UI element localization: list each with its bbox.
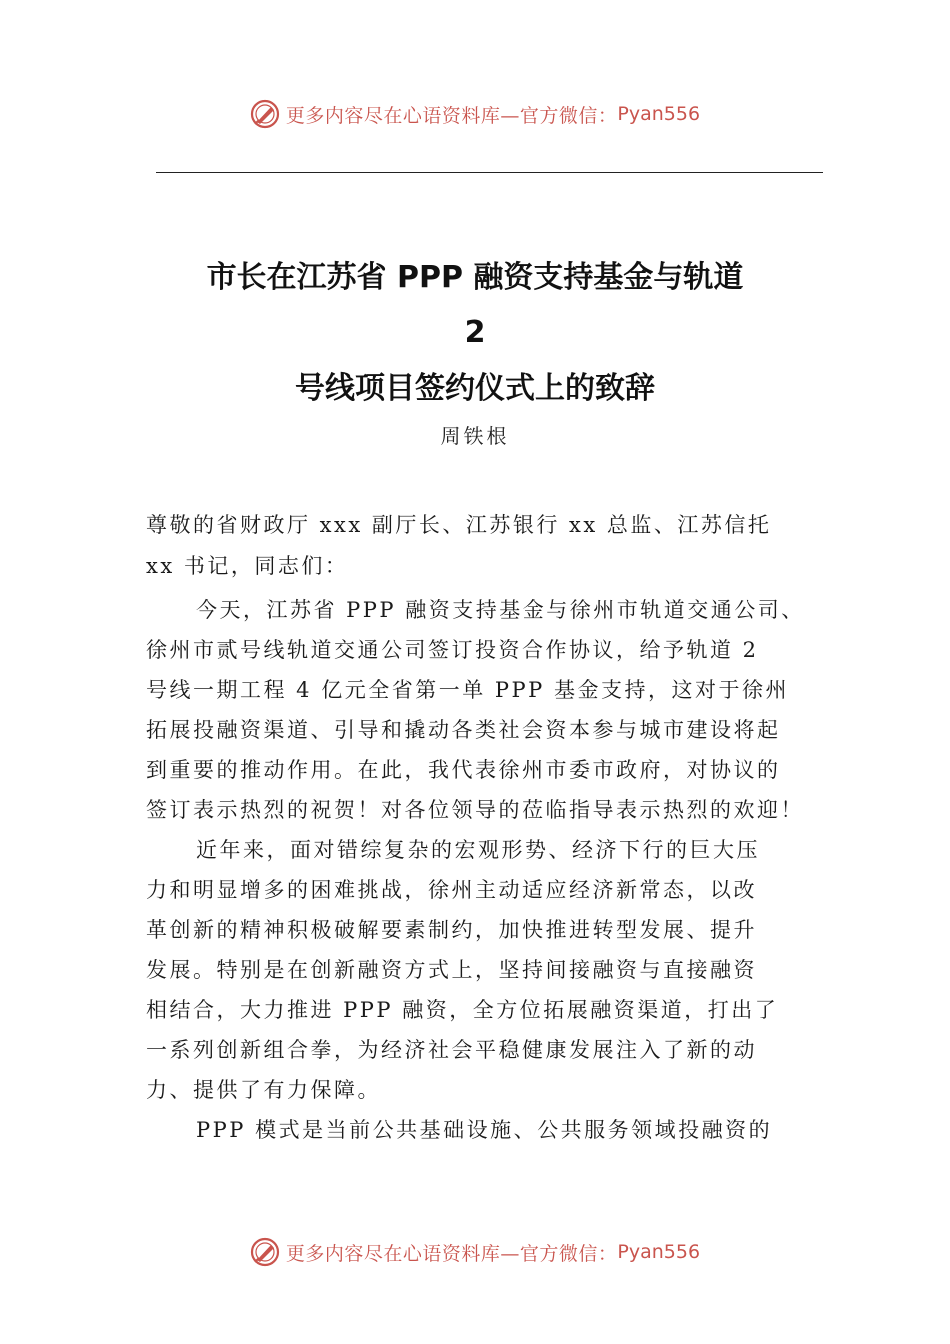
body-line: 力和明显增多的困难挑战，徐州主动适应经济新常态，以改 (146, 878, 757, 902)
body-line: 一系列创新组合拳，为经济社会平稳健康发展注入了新的动 (146, 1038, 757, 1062)
header-banner-text: 更多内容尽在心语资料库—官方微信： (285, 104, 618, 127)
body-line: 徐州市贰号线轨道交通公司签订投资合作协议，给予轨道 2 (146, 638, 759, 662)
body-line: 签订表示热烈的祝贺！对各位领导的莅临指导表示热烈的欢迎！ (146, 798, 804, 822)
footer-banner-text: 更多内容尽在心语资料库—官方微信： (285, 1242, 618, 1265)
footer-banner (0, 1232, 950, 1272)
footer-wechat-id: Pyan556 (617, 1241, 701, 1263)
body-line: 号线一期工程 4 亿元全省第一单 PPP 基金支持，这对于徐州 (146, 678, 789, 702)
author-name: 周铁根 (440, 424, 510, 448)
quill-seal-logo-icon (250, 99, 280, 129)
quill-seal-logo-icon (250, 1237, 280, 1267)
header-wechat-id: Pyan556 (617, 103, 701, 125)
document-title-line-3: 号线项目签约仪式上的致辞 (295, 371, 655, 406)
header-divider (156, 172, 823, 173)
body-line: 尊敬的省财政厅 xxx 副厅长、江苏银行 xx 总监、江苏信托 (146, 513, 772, 537)
document-title-line-1: 市长在江苏省 PPP 融资支持基金与轨道 (206, 260, 744, 295)
body-line: 力、提供了有力保障。 (146, 1078, 381, 1102)
document-title-line-2: 2 (464, 315, 486, 350)
body-line: 发展。特别是在创新融资方式上，坚持间接融资与直接融资 (146, 958, 757, 982)
body-line: PPP 模式是当前公共基础设施、公共服务领域投融资的 (196, 1118, 773, 1142)
body-line: 近年来，面对错综复杂的宏观形势、经济下行的巨大压 (196, 838, 760, 862)
body-line: 到重要的推动作用。在此，我代表徐州市委市政府，对协议的 (146, 758, 781, 782)
body-line: xx 书记，同志们： (146, 554, 349, 578)
header-banner (0, 94, 950, 134)
body-line: 革创新的精神积极破解要素制约，加快推进转型发展、提升 (146, 918, 757, 942)
body-line: 拓展投融资渠道、引导和撬动各类社会资本参与城市建设将起 (146, 718, 781, 742)
body-line: 相结合，大力推进 PPP 融资，全方位拓展融资渠道，打出了 (146, 998, 779, 1022)
body-line: 今天，江苏省 PPP 融资支持基金与徐州市轨道交通公司、 (196, 598, 805, 622)
